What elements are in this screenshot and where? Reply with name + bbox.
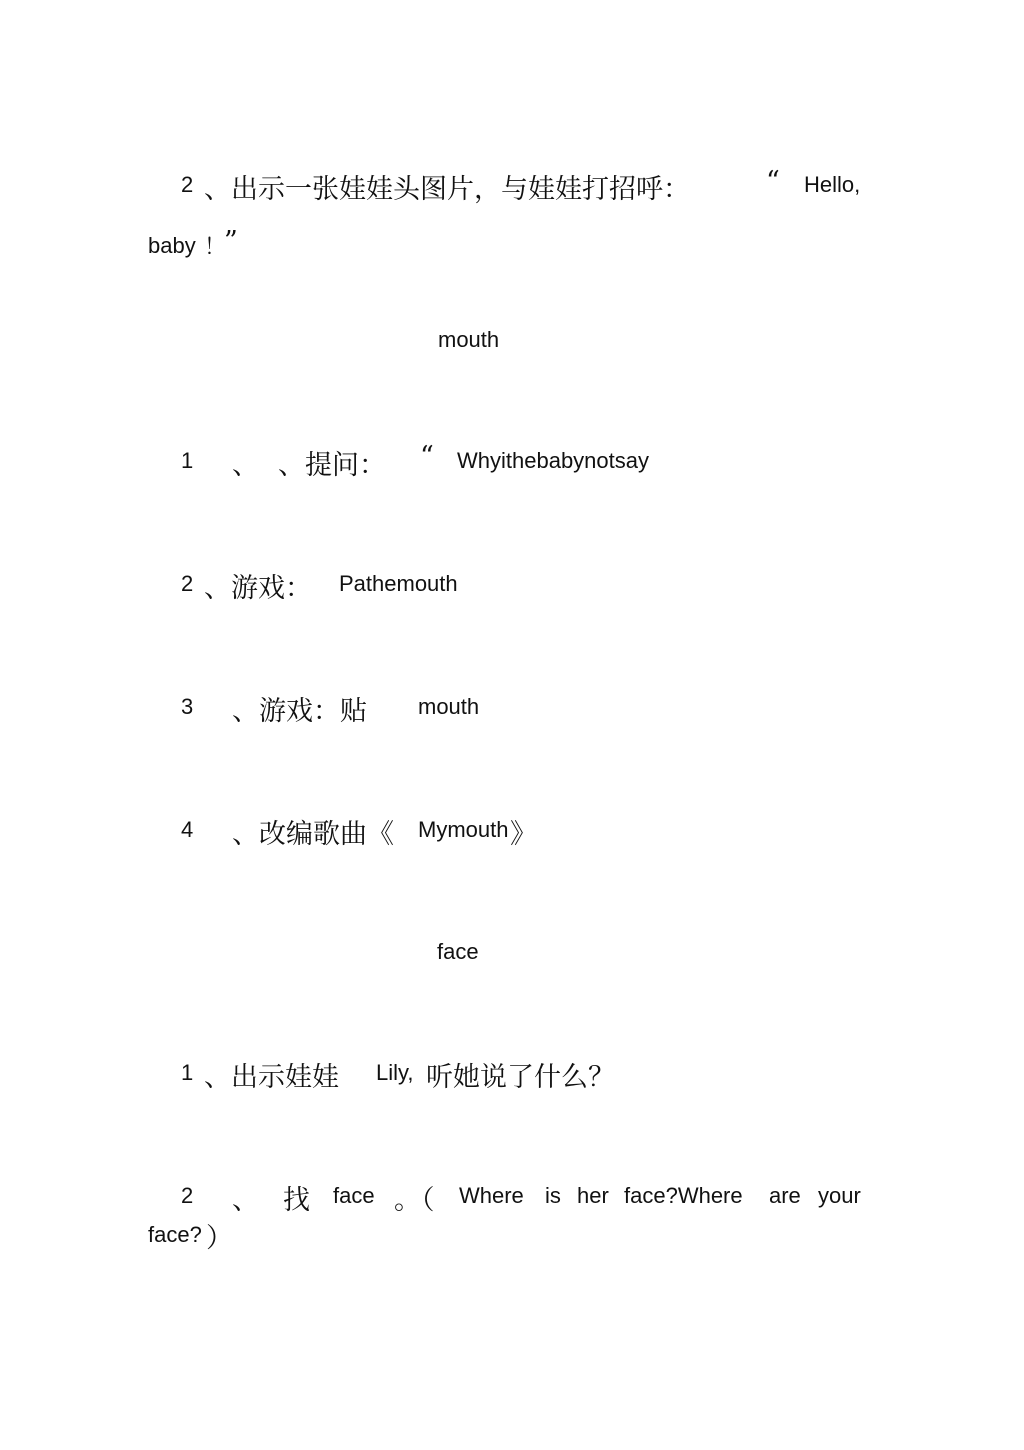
section-heading-mouth: mouth (438, 327, 500, 352)
question-word-4: face?Where (624, 1183, 743, 1208)
close-paren: ） (206, 1223, 233, 1254)
hello-text: Hello, (804, 172, 861, 197)
item-number: 3 (181, 694, 194, 719)
question-word-3: her (577, 1183, 609, 1208)
item-latin: Pathemouth (339, 571, 458, 596)
question-word-6: your (818, 1183, 861, 1208)
item-number: 1 (181, 1060, 194, 1085)
item-latin: Lily, (376, 1060, 414, 1085)
exclamation: ！ (204, 235, 227, 260)
item-latin: Mymouth (418, 817, 509, 842)
item-text: 、改编歌曲《 (232, 819, 394, 850)
period-paren: 。（ (394, 1185, 435, 1216)
item-text: 、游戏：贴 (232, 696, 367, 727)
item-separator: 、 (232, 1185, 259, 1216)
item-number: 1 (181, 448, 194, 473)
item-latin: mouth (418, 694, 480, 719)
section-heading-face: face (437, 939, 479, 964)
baby-text: baby (148, 233, 196, 258)
item-number: 2 (181, 172, 194, 197)
question-word-5: are (769, 1183, 801, 1208)
face-word: face (333, 1183, 375, 1208)
item-text: 、提问： (278, 450, 386, 481)
item-text: 、出示娃娃 (204, 1062, 339, 1093)
item-text: 、出示一张娃娃头图片，与娃娃打招呼： (204, 174, 690, 205)
item-number: 2 (181, 1183, 194, 1208)
item-latin: Whyithebabynotsay (457, 448, 649, 473)
open-quote: “ (766, 166, 780, 197)
item-text: 、游戏： (204, 573, 312, 604)
item-separator: 、 (232, 450, 259, 481)
find-text: 找 (283, 1185, 310, 1216)
close-quote: ” (224, 226, 238, 257)
question-word-2: is (545, 1183, 561, 1208)
continuation-text: face? (148, 1222, 202, 1247)
item-number: 4 (181, 817, 194, 842)
open-quote: “ (420, 441, 434, 472)
item-number: 2 (181, 571, 194, 596)
close-bracket: 》 (510, 819, 537, 850)
item-text-2: 听她说了什么？ (426, 1062, 615, 1093)
question-word-1: Where (459, 1183, 524, 1208)
